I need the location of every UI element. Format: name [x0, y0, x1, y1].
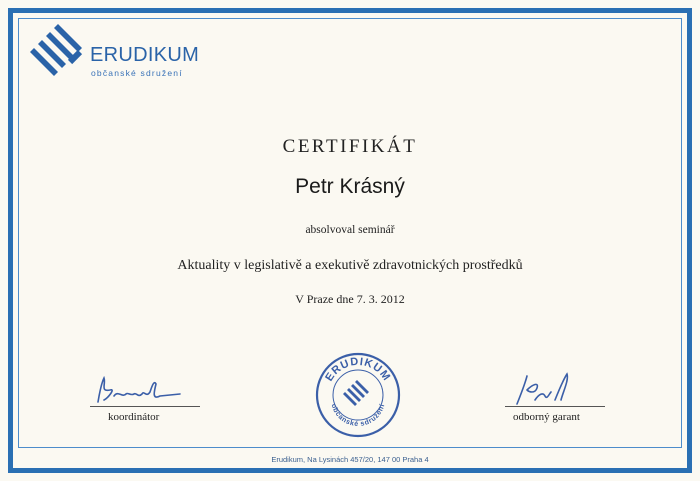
logo-mark-icon — [28, 24, 88, 84]
svg-text:občanské sdružení — [330, 403, 387, 428]
signature-right-icon — [505, 370, 605, 406]
completed-label: absolvoval seminář — [305, 224, 395, 236]
logo-name: ERUDIKUM — [90, 44, 200, 66]
place-and-date: V Praze dne 7. 3. 2012 — [295, 292, 405, 306]
official-stamp — [315, 352, 401, 438]
stamp-bottom-text: občanské sdružení — [329, 403, 387, 429]
erudikum-logo — [28, 24, 228, 84]
coordinator-signature-block — [90, 370, 240, 430]
stamp-top-text: ERUDIKUM — [323, 355, 393, 384]
stamp-seal-icon — [315, 352, 401, 438]
logo-subtitle: občanské sdružení — [91, 68, 183, 78]
guarantor-label: odborný garant — [513, 411, 580, 423]
guarantor-signature-block — [505, 370, 655, 430]
signature-left-icon — [90, 370, 200, 406]
recipient-name: Petr Krásný — [295, 175, 405, 198]
certificate-title: CERTIFIKÁT — [282, 136, 418, 157]
signature-line-right — [505, 406, 605, 407]
seminar-title: Aktuality v legislativě a exekutivě zdravotnických prostředků — [177, 258, 523, 273]
signature-line-left — [90, 406, 200, 407]
footer-address: Erudikum, Na Lysinách 457/20, 147 00 Praha 4 — [271, 455, 429, 464]
coordinator-label: koordinátor — [108, 411, 160, 423]
